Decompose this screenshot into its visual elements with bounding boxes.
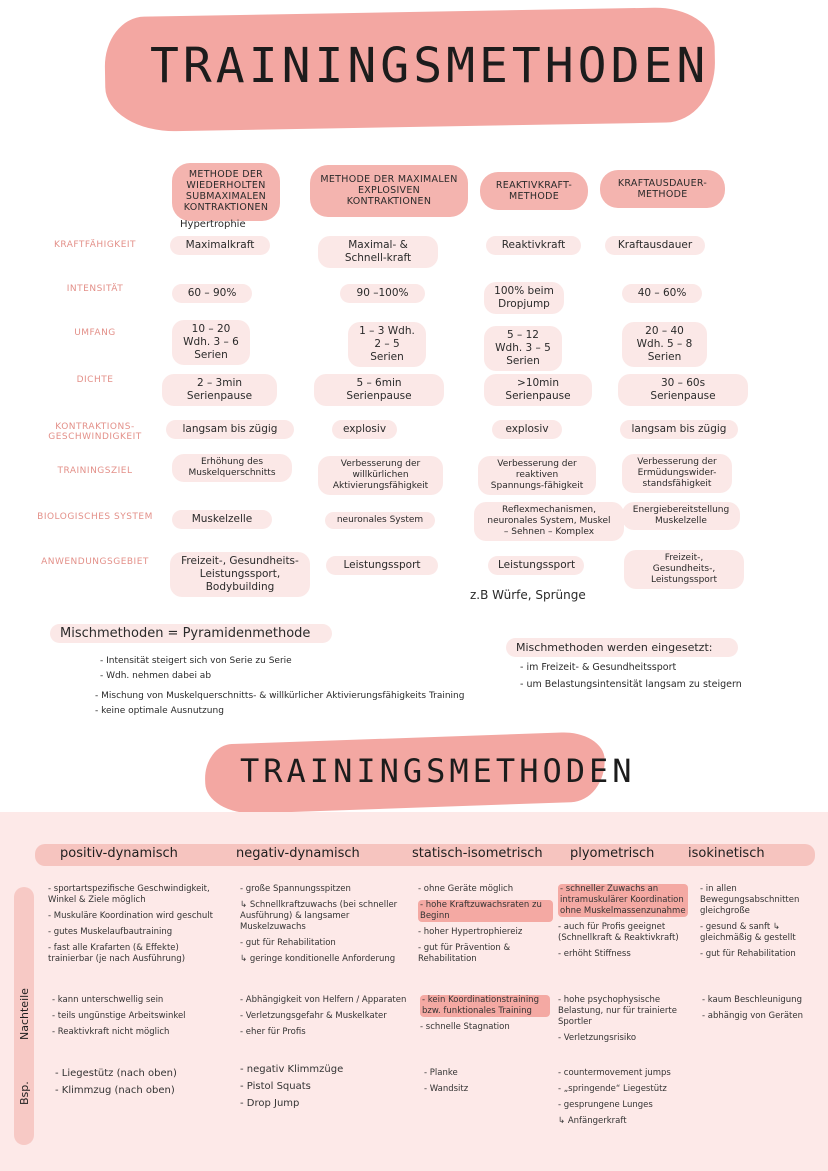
column-header: negativ-dynamisch bbox=[236, 846, 360, 861]
list-item: - gutes Muskelaufbautraining bbox=[48, 927, 173, 937]
list-item: - „springende“ Liegestütz bbox=[558, 1084, 667, 1094]
table-cell: 20 – 40 Wdh. 5 – 8 Serien bbox=[622, 322, 707, 367]
table-cell: explosiv bbox=[332, 420, 397, 439]
table-cell: 2 – 3min Serienpause bbox=[162, 374, 277, 406]
list-item: - Verletzungsgefahr & Muskelkater bbox=[240, 1011, 387, 1021]
examples-list bbox=[240, 1064, 405, 1115]
list-item: - teils ungünstige Arbeitswinkel bbox=[52, 1011, 186, 1021]
mixed-used-item: - im Freizeit- & Gesundheitssport bbox=[520, 662, 677, 673]
examples-list bbox=[558, 1068, 688, 1132]
method-header-1-label: METHODE DER WIEDERHOLTEN SUBMAXIMALEN KONTRAKTIONEN bbox=[183, 169, 269, 213]
list-item: - Klimmzug (nach oben) bbox=[55, 1085, 175, 1096]
table-cell: 60 – 90% bbox=[172, 284, 252, 303]
method-header-4-label: KRAFTAUSDAUER-METHODE bbox=[617, 178, 708, 200]
table-cell: neuronales System bbox=[325, 512, 435, 529]
list-item: - Verletzungsrisiko bbox=[558, 1033, 637, 1043]
side-label-nachteile: Nachteile bbox=[18, 988, 31, 1040]
table-cell: Energiebereitstellung Muskelzelle bbox=[622, 502, 740, 530]
table-cell: langsam bis zügig bbox=[166, 420, 294, 439]
table-cell: 30 – 60s Serienpause bbox=[618, 374, 748, 406]
advantages-list bbox=[240, 884, 405, 970]
list-item: - gut für Prävention & Rehabilitation bbox=[418, 943, 511, 964]
column-header: isokinetisch bbox=[688, 846, 765, 861]
row-label: DICHTE bbox=[76, 375, 114, 385]
list-item: - eher für Profis bbox=[240, 1027, 306, 1037]
list-item: - große Spannungsspitzen bbox=[240, 884, 351, 894]
page-title: TRAININGSMETHODEN bbox=[150, 38, 710, 94]
row-label: UMFANG bbox=[74, 328, 116, 338]
row-label: INTENSITÄT bbox=[66, 284, 124, 294]
method-header-3 bbox=[480, 172, 588, 210]
list-item: - Abhängigkeit von Helfern / Apparaten bbox=[240, 995, 407, 1005]
list-item: - gut für Rehabilitation bbox=[240, 938, 336, 948]
section-title: TRAININGSMETHODEN bbox=[240, 752, 636, 790]
table-cell: 100% beim Dropjump bbox=[484, 282, 564, 314]
method-header-4 bbox=[600, 170, 725, 208]
table-cell: Freizeit-, Gesundheits- Leistungssport, Bodybuilding bbox=[170, 552, 310, 597]
table-cell: Verbesserung der willkürlichen Aktivierungsfähigkeit bbox=[318, 456, 443, 495]
list-item: - negativ Klimmzüge bbox=[240, 1064, 344, 1075]
table-cell: Verbesserung der reaktiven Spannungs-fähigkeit bbox=[478, 456, 596, 495]
list-item: - kein Koordinationstraining bzw. funktionales Training bbox=[420, 995, 550, 1017]
table-cell: Erhöhung des Muskelquerschnitts bbox=[172, 454, 292, 482]
mixed-point: - Intensität steigert sich von Serie zu Serie bbox=[100, 656, 292, 666]
list-item: - hohe Kraftzuwachsraten zu Beginn bbox=[418, 900, 553, 922]
table-cell: >10min Serienpause bbox=[484, 374, 592, 406]
row-label: KRAFTFÄHIGKEIT bbox=[53, 240, 137, 250]
table-cell: Reaktivkraft bbox=[486, 236, 581, 255]
side-label-bsp: Bsp. bbox=[18, 1081, 31, 1105]
disadvantages-list bbox=[420, 995, 550, 1038]
row-label: ANWENDUNGSGEBIET bbox=[41, 557, 149, 567]
list-item: - kaum Beschleunigung bbox=[702, 995, 802, 1005]
method-header-3-label: REAKTIVKRAFT-METHODE bbox=[495, 180, 573, 202]
table-cell: 5 – 12 Wdh. 3 – 5 Serien bbox=[484, 326, 562, 371]
examples-list bbox=[424, 1068, 544, 1100]
mixed-used-title: Mischmethoden werden eingesetzt: bbox=[506, 638, 738, 657]
list-item: - erhöht Stiffness bbox=[558, 949, 631, 959]
list-item: - Wandsitz bbox=[424, 1084, 469, 1094]
list-item: - Planke bbox=[424, 1068, 458, 1078]
list-item: - schneller Zuwachs an intramuskulärer Koordination ohne Muskelmassenzunahme bbox=[558, 884, 688, 917]
list-item: - Pistol Squats bbox=[240, 1081, 311, 1092]
example-note: z.B Würfe, Sprünge bbox=[470, 588, 586, 602]
list-item: ↳ Schnellkraftzuwachs (bei schneller Ausführung) & langsamer Muskelzuwachs bbox=[240, 900, 398, 932]
list-item: - abhängig von Geräten bbox=[702, 1011, 803, 1021]
mixed-point: - Mischung von Muskelquerschnitts- & willkürlicher Aktivierungsfähigkeits Training bbox=[95, 691, 465, 701]
list-item: - kann unterschwellig sein bbox=[52, 995, 164, 1005]
column-header: plyometrisch bbox=[570, 846, 655, 861]
examples-list bbox=[55, 1068, 220, 1102]
list-item: - auch für Profis geeignet (Schnellkraft & Reaktivkraft) bbox=[558, 922, 679, 943]
method-header-1 bbox=[172, 163, 280, 221]
table-cell: Freizeit-, Gesundheits-, Leistungssport bbox=[624, 550, 744, 589]
mixed-title: Mischmethoden = Pyramidenmethode bbox=[50, 624, 332, 643]
disadvantages-list bbox=[240, 995, 410, 1043]
list-item: - Muskuläre Koordination wird geschult bbox=[48, 911, 213, 921]
list-item: - gesprungene Lunges bbox=[558, 1100, 653, 1110]
method-header-1-sub: Hypertrophie bbox=[180, 219, 246, 230]
table-cell: 10 – 20 Wdh. 3 – 6 Serien bbox=[172, 320, 250, 365]
advantages-list bbox=[558, 884, 688, 965]
column-header: positiv-dynamisch bbox=[60, 846, 178, 861]
method-header-2-label: METHODE DER MAXIMALEN EXPLOSIVEN KONTRAKTIONEN bbox=[320, 174, 458, 207]
table-cell: Muskelzelle bbox=[172, 510, 272, 529]
advantages-list bbox=[700, 884, 810, 965]
list-item: - Liegestütz (nach oben) bbox=[55, 1068, 177, 1079]
table-cell: Reflexmechanismen, neuronales System, Muskel – Sehnen – Komplex bbox=[474, 502, 624, 541]
method-header-2 bbox=[310, 165, 468, 217]
row-label: KONTRAKTIONS-GESCHWINDIGKEIT bbox=[48, 422, 142, 442]
column-header: statisch-isometrisch bbox=[412, 846, 543, 861]
list-item: - fast alle Krafarten (& Effekte) trainierbar (je nach Ausführung) bbox=[48, 943, 186, 964]
list-item: - schnelle Stagnation bbox=[420, 1022, 510, 1032]
advantages-list bbox=[418, 884, 553, 970]
table-cell: Kraftausdauer bbox=[605, 236, 705, 255]
table-cell: Verbesserung der Ermüdungswider-standsfähigkeit bbox=[622, 454, 732, 493]
disadvantages-list bbox=[52, 995, 222, 1043]
mixed-point: - keine optimale Ausnutzung bbox=[95, 706, 224, 716]
list-item: - Drop Jump bbox=[240, 1098, 300, 1109]
table-cell: 40 – 60% bbox=[622, 284, 702, 303]
row-label: BIOLOGISCHES SYSTEM bbox=[37, 512, 153, 522]
table-cell: langsam bis zügig bbox=[620, 420, 738, 439]
list-item: - ohne Geräte möglich bbox=[418, 884, 514, 894]
advantages-list bbox=[48, 884, 220, 970]
table-cell: 5 – 6min Serienpause bbox=[314, 374, 444, 406]
table-cell: Leistungssport bbox=[326, 556, 438, 575]
mixed-point: - Wdh. nehmen dabei ab bbox=[100, 671, 212, 681]
table-cell: explosiv bbox=[492, 420, 562, 439]
list-item: - in allen Bewegungsabschnitten gleichgroße bbox=[700, 884, 800, 916]
disadvantages-list bbox=[558, 995, 683, 1049]
table-cell: Leistungssport bbox=[488, 556, 584, 575]
table-cell: Maximalkraft bbox=[170, 236, 270, 255]
list-item: ↳ geringe konditionelle Anforderung bbox=[240, 954, 396, 964]
disadvantages-list bbox=[702, 995, 812, 1027]
table-cell: 90 –100% bbox=[340, 284, 425, 303]
list-item: - hohe psychophysische Belastung, nur für trainierte Sportler bbox=[558, 995, 677, 1027]
table-cell: 1 – 3 Wdh. 2 – 5 Serien bbox=[348, 322, 426, 367]
list-item: ↳ Anfängerkraft bbox=[558, 1116, 627, 1126]
list-item: - Reaktivkraft nicht möglich bbox=[52, 1027, 170, 1037]
row-label: TRAININGSZIEL bbox=[57, 466, 133, 476]
mixed-used-item: - um Belastungsintensität langsam zu steigern bbox=[520, 679, 742, 690]
table-cell: Maximal- & Schnell-kraft bbox=[318, 236, 438, 268]
list-item: - gesund & sanft ↳ gleichmäßig & gestellt bbox=[700, 922, 796, 943]
list-item: - hoher Hypertrophiereiz bbox=[418, 927, 523, 937]
list-item: - gut für Rehabilitation bbox=[700, 949, 796, 959]
list-item: - countermovement jumps bbox=[558, 1068, 671, 1078]
list-item: - sportartspezifische Geschwindigkeit, Winkel & Ziele möglich bbox=[48, 884, 210, 905]
